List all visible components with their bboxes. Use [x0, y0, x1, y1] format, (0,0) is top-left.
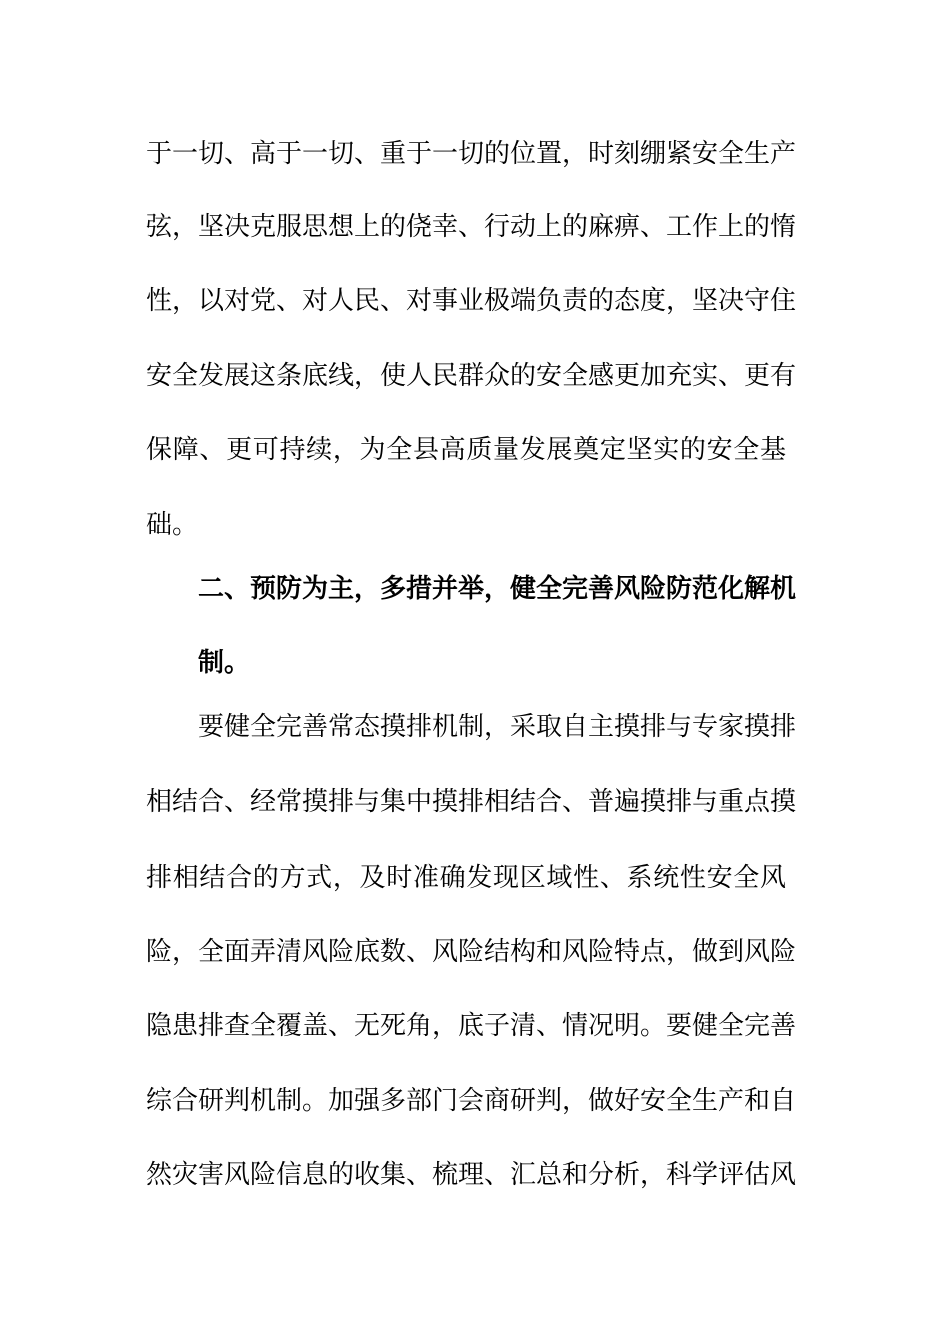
text-line: 于一切、高于一切、重于一切的位置，时刻绷紧安全生产 [146, 139, 797, 169]
heading-line: 制。 [198, 648, 251, 678]
text-line: 综合研判机制。加强多部门会商研判，做好安全生产和自 [146, 1086, 797, 1116]
text-line: 要健全完善常态摸排机制，采取自主摸排与专家摸排 [198, 712, 797, 742]
text-line: 然灾害风险信息的收集、梳理、汇总和分析，科学评估风 [146, 1160, 797, 1190]
heading-line: 二、预防为主，多措并举，健全完善风险防范化解机 [198, 574, 797, 604]
text-line: 性，以对党、对人民、对事业极端负责的态度，坚决守住 [146, 286, 797, 316]
text-line: 弦，坚决克服思想上的侥幸、行动上的麻痹、工作上的惰 [146, 212, 797, 242]
text-line: 保障、更可持续，为全县高质量发展奠定坚实的安全基 [146, 435, 786, 465]
text-line: 隐患排查全覆盖、无死角，底子清、情况明。要健全完善 [146, 1011, 797, 1041]
text-line: 础。 [146, 510, 199, 540]
text-line: 排相结合的方式，及时准确发现区域性、系统性安全风 [146, 863, 786, 893]
text-line: 相结合、经常摸排与集中摸排相结合、普遍摸排与重点摸 [146, 787, 797, 817]
text-line: 险，全面弄清风险底数、风险结构和风险特点，做到风险 [146, 937, 797, 967]
text-line: 安全发展这条底线，使人民群众的安全感更加充实、更有 [146, 361, 797, 391]
